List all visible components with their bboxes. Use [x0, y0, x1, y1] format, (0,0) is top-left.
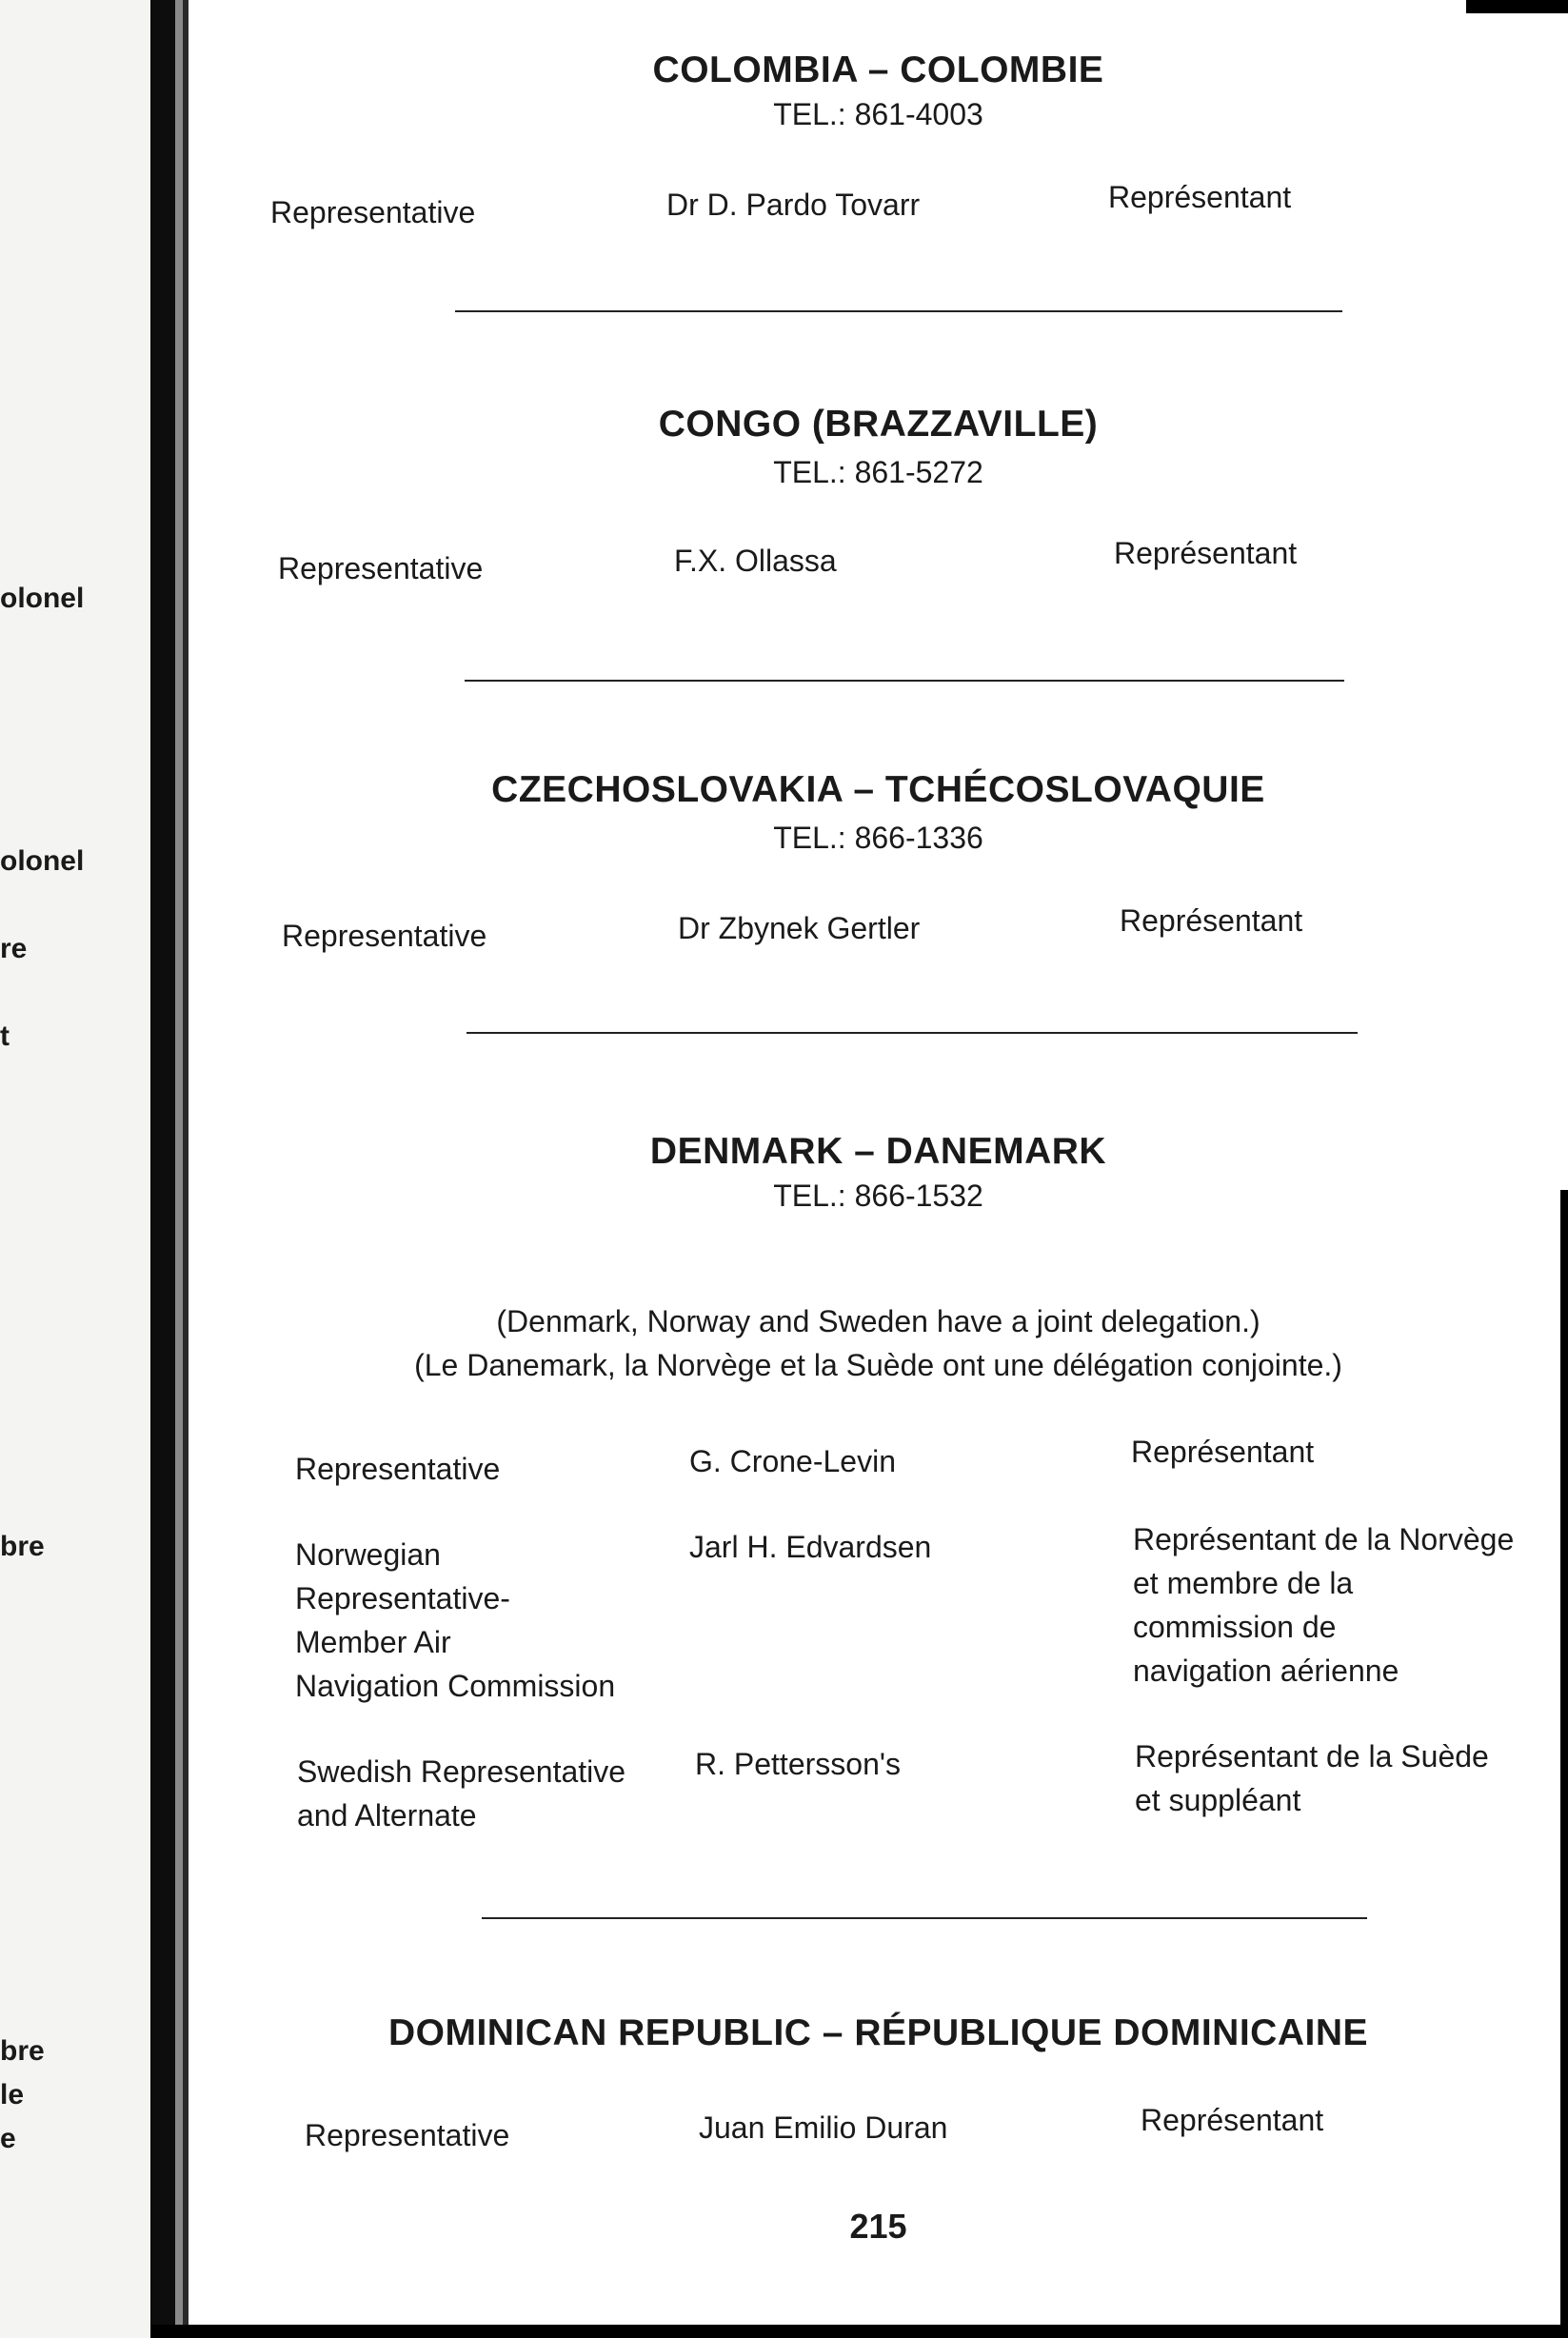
delegate-name: Dr Zbynek Gertler [678, 911, 921, 945]
margin-fragment: t [0, 1020, 10, 1052]
margin-fragment: re [0, 933, 28, 964]
role-french: Représentant [1108, 180, 1292, 214]
delegation-note-french: (Le Danemark, la Norvège et la Suède ont une délégation conjointe.) [414, 1348, 1342, 1382]
country-heading: CZECHOSLOVAKIA – TCHÉCOSLOVAQUIE [491, 769, 1265, 810]
page-binding [150, 0, 175, 2338]
role-english: Representative [282, 919, 487, 953]
role-french: Représentant [1114, 536, 1298, 570]
telephone-number: TEL.: 861-4003 [773, 97, 983, 131]
role-french: Représentant [1120, 903, 1303, 938]
country-heading: CONGO (BRAZZAVILLE) [658, 404, 1099, 445]
delegation-note-english: (Denmark, Norway and Sweden have a joint delegation.) [496, 1304, 1260, 1338]
country-heading: COLOMBIA – COLOMBIE [652, 50, 1104, 90]
scan-edge-bottom [150, 2325, 1568, 2338]
section-divider [482, 1917, 1367, 1919]
telephone-number: TEL.: 866-1532 [773, 1179, 983, 1213]
role-english: Representative [278, 551, 484, 585]
country-heading: DENMARK – DANEMARK [649, 1131, 1107, 1172]
telephone-number: TEL.: 861-5272 [773, 455, 983, 489]
country-heading: DOMINICAN REPUBLIC – RÉPUBLIQUE DOMINICAINE [387, 2012, 1369, 2053]
delegate-name: F.X. Ollassa [674, 544, 837, 578]
role-french: Représentant [1141, 2103, 1324, 2137]
role-english: Representative [305, 2118, 510, 2152]
margin-fragment: olonel [0, 583, 85, 614]
scan-edge-top [1466, 0, 1568, 13]
delegate-name: Dr D. Pardo Tovarr [666, 188, 921, 222]
role-french: Représentant [1131, 1435, 1315, 1469]
role-french: Représentant de la Norvège et membre de la commission de navigation aérienne [1133, 1522, 1515, 1688]
section-divider [466, 1032, 1358, 1034]
margin-fragment: le [0, 2079, 25, 2110]
telephone-number: TEL.: 866-1336 [773, 821, 983, 855]
role-english: Swedish Representative and Alternate [297, 1754, 626, 1833]
section-divider [465, 680, 1344, 682]
delegate-name: Juan Emilio Duran [699, 2110, 948, 2145]
section-divider [455, 310, 1342, 312]
role-french: Représentant de la Suède et suppléant [1135, 1739, 1489, 1817]
margin-fragment: bre [0, 2035, 45, 2067]
delegate-name: G. Crone-Levin [689, 1444, 896, 1478]
margin-fragment: olonel [0, 845, 85, 877]
role-english: Representative [270, 195, 476, 229]
role-english: Representative [295, 1452, 501, 1486]
page-number: 215 [849, 2207, 907, 2246]
page-binding-highlight [175, 0, 183, 2338]
margin-fragment: bre [0, 1531, 45, 1562]
delegate-name: Jarl H. Edvardsen [689, 1530, 932, 1564]
delegate-name: R. Pettersson's [695, 1747, 901, 1781]
margin-fragment: e [0, 2123, 16, 2154]
previous-page-strip [0, 0, 150, 2338]
role-english: Norwegian Representative- Member Air Navigation Commission [295, 1537, 616, 1703]
